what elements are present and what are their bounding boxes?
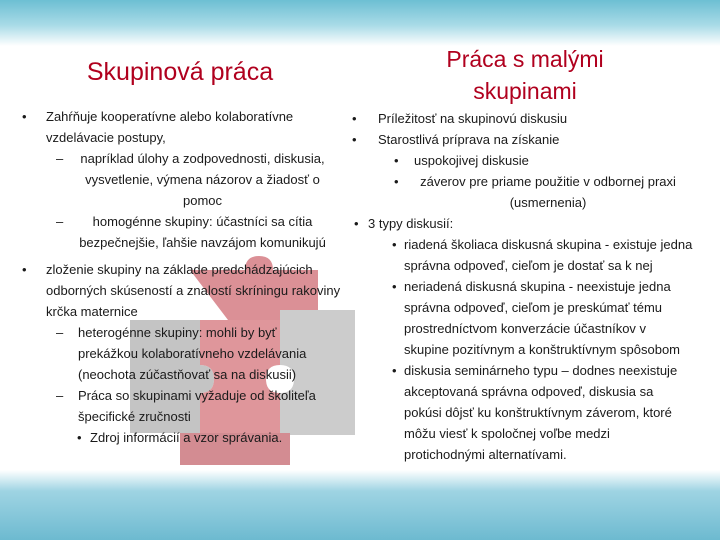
left-subbullet-2-1-text: heterogénne skupiny: mohli by byť prekážkou kolaboratívneho vzdelávania (neochota zúčastňovať sa na diskusii): [78, 325, 307, 382]
left-subbullet-2-2-text: Práca so skupinami vyžaduje od školiteľa špecifické zručnosti: [78, 388, 316, 424]
dash-marker: –: [56, 151, 64, 166]
right-subbullet-3-3: [352, 360, 702, 465]
left-bullet-1-text: Zahŕňuje kooperatívne alebo kolaboratívne vzdelávacie postupy,: [46, 109, 294, 145]
dash-marker: –: [56, 214, 64, 229]
bullet-marker: •: [394, 174, 399, 189]
bullet-marker: •: [22, 262, 27, 277]
left-subsubbullet-2-2-1: [22, 427, 357, 448]
left-subsubbullet-2-2-1-text: Zdroj informácií a vzor správania.: [90, 430, 283, 445]
bullet-marker: •: [354, 216, 359, 231]
bottom-decorative-band: [0, 470, 720, 540]
right-subbullet-3-2: [352, 276, 702, 360]
left-subbullet-1-1-text: napríklad úlohy a zodpovednosti, diskusia, vysvetlenie, výmena názorov a žiadosť o pomoc: [80, 151, 325, 208]
bullet-marker: •: [352, 111, 357, 126]
right-subbullet-3-2-text: neriadená diskusná skupina - neexistuje jedna správna odpoveď, cieľom je preskúmať tému prostredníctvom konverzácie účastníkov v skupine pozitívnym a konštruktívnym spôsobom: [404, 279, 681, 357]
right-bullet-3: [352, 213, 702, 234]
bullet-marker: •: [22, 109, 27, 124]
bullet-marker: •: [392, 279, 397, 294]
bullet-marker: •: [352, 132, 357, 147]
left-bullet-2: [22, 259, 357, 322]
right-subbullet-3-1: [352, 234, 702, 276]
left-subbullet-1-2-text: homogénne skupiny: účastníci sa cítia bezpečnejšie, ľahšie navzájom komunikujú: [79, 214, 326, 250]
left-subbullet-2-1: [22, 322, 357, 385]
left-bullet-1: [22, 106, 357, 148]
dash-marker: –: [56, 325, 64, 340]
right-subbullet-2-2-text: záverov pre priame použitie v odbornej praxi (usmernenia): [420, 174, 676, 210]
bullet-marker: •: [392, 237, 397, 252]
left-bullet-list: [22, 106, 357, 448]
top-decorative-band: [0, 0, 720, 46]
right-slide-title: Práca s malými skupinami: [446, 46, 604, 104]
left-subbullet-1-2: [22, 211, 357, 253]
left-subbullet-2-2: [22, 385, 357, 427]
bullet-marker: •: [394, 153, 399, 168]
right-subbullet-2-1: [352, 150, 702, 171]
right-bullet-3-text: 3 typy diskusií:: [368, 216, 454, 231]
left-slide-title: Skupinová práca: [86, 58, 274, 86]
right-bullet-2: [352, 129, 702, 150]
right-bullet-list: [352, 108, 702, 465]
left-subbullet-1-1: [22, 148, 357, 211]
right-subbullet-2-2: [352, 171, 702, 213]
bullet-marker: •: [77, 430, 82, 445]
right-subbullet-2-1-text: uspokojivej diskusie: [414, 153, 529, 168]
left-bullet-2-text: zloženie skupiny na základe predchádzajúcich odborných skúseností a znalostí skríningu rakoviny krčka maternice: [46, 262, 341, 319]
right-bullet-1-text: Príležitosť na skupinovú diskusiu: [378, 111, 568, 126]
right-subbullet-3-1-text: riadená školiaca diskusná skupina - existuje jedna správna odpoveď, cieľom je dostať sa k nej: [404, 237, 693, 273]
right-subbullet-3-3-text: diskusia seminárneho typu – dodnes neexistuje akceptovaná správna odpoveď, diskusia sa pokúsi dôjsť ku konštruktívnym záverom, ktoré môžu viesť k spoločnej voľbe medzi protichodnými alternatívami.: [404, 363, 678, 462]
right-bullet-2-text: Starostlivá príprava na získanie: [378, 132, 560, 147]
dash-marker: –: [56, 388, 64, 403]
right-bullet-1: [352, 108, 702, 129]
bullet-marker: •: [392, 363, 397, 378]
